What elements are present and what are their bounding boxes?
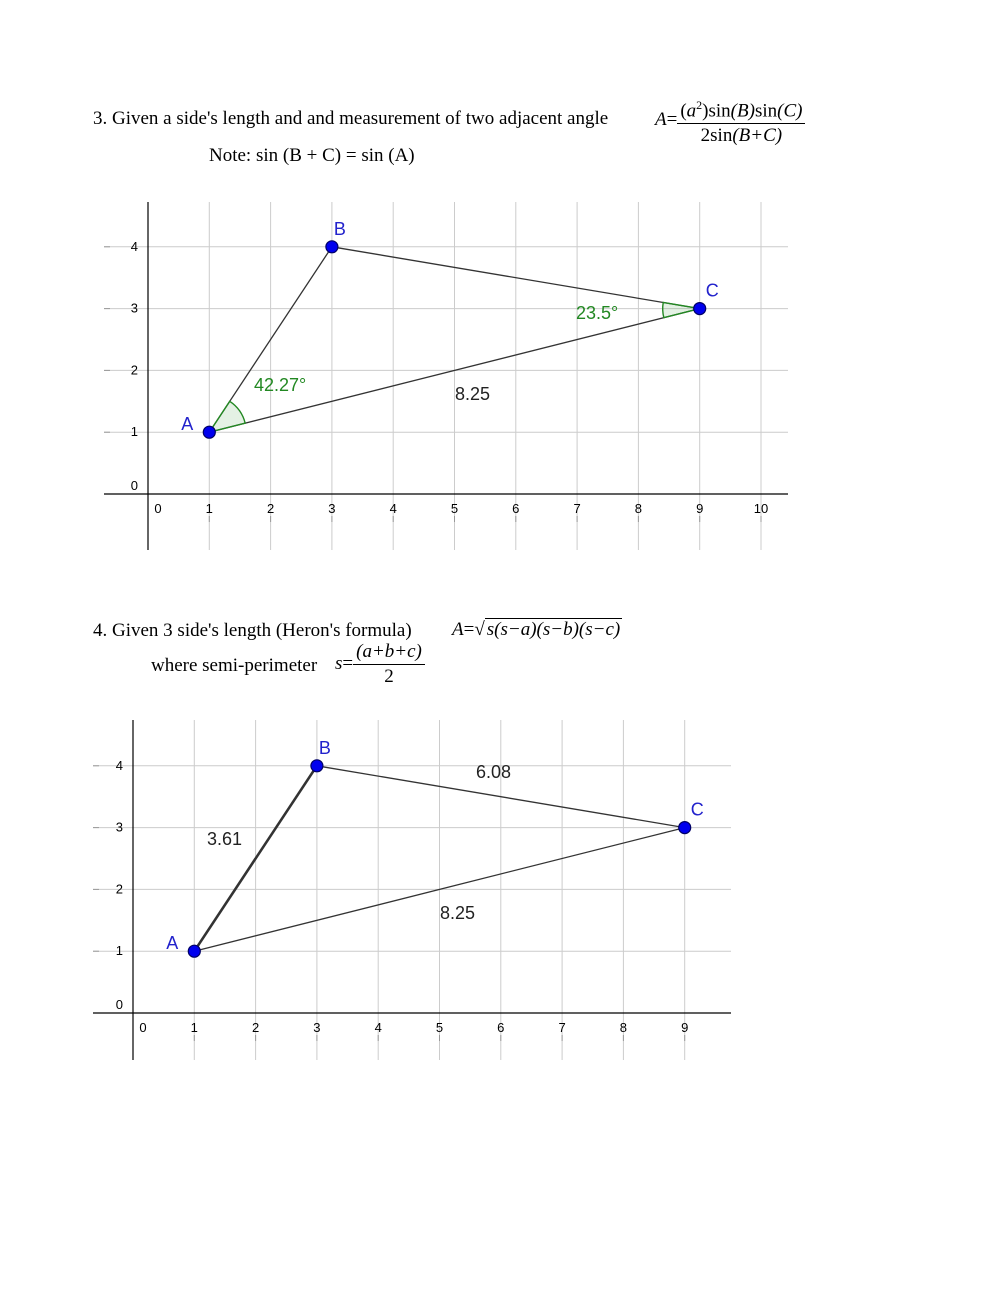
x-tick-label: 8	[634, 501, 643, 516]
point-b	[326, 241, 338, 253]
x-tick-label: 6	[512, 501, 520, 516]
x-tick-label: 1	[190, 1020, 198, 1035]
x-tick-label: 10	[753, 501, 769, 516]
y-tick-label: 2	[115, 881, 123, 897]
x-tick-label: 0	[139, 1020, 147, 1035]
x-tick-label: 0	[154, 501, 162, 516]
num-open: (	[680, 100, 687, 122]
semi-eq: =	[342, 652, 354, 674]
y-tick-label: 3	[130, 300, 138, 316]
point-label-b: B	[333, 218, 346, 239]
y-tick-label: 2	[130, 362, 138, 378]
x-tick-label: 6	[497, 1020, 505, 1035]
heron-formula	[452, 618, 622, 641]
point-b	[311, 760, 323, 772]
area-formula-angles	[655, 94, 805, 147]
num-c: (C)	[777, 100, 803, 122]
semi-perimeter-formula	[335, 641, 425, 688]
x-tick-label: 2	[251, 1020, 260, 1035]
point-label-b: B	[318, 737, 331, 758]
point-a	[188, 945, 200, 957]
point-label-c: C	[705, 280, 719, 301]
section-4-heading: 4. Given 3 side's length (Heron's formula)	[93, 620, 412, 641]
semi-denominator: 2	[384, 666, 394, 687]
formula-denominator	[698, 124, 785, 147]
formula-numerator	[677, 94, 805, 124]
sine-note: Note: sin (B + C) = sin (A)	[209, 145, 415, 166]
angle-label-a: 42.27°	[254, 375, 307, 395]
x-tick-label: 5	[435, 1020, 444, 1035]
semi-perimeter-label: where semi-perimeter	[151, 655, 318, 676]
heron-lhs: A	[452, 619, 464, 640]
y-tick-label: 0	[130, 478, 138, 493]
den-arg: (B+C)	[732, 125, 783, 147]
x-tick-label: 4	[389, 501, 397, 516]
y-tick-label: 3	[115, 819, 123, 835]
x-tick-label: 9	[681, 1020, 689, 1035]
x-tick-label: 3	[328, 501, 336, 516]
point-c	[679, 822, 691, 834]
segment-label-ab: 3.61	[207, 829, 243, 849]
point-label-c: C	[690, 799, 704, 820]
x-tick-label: 3	[313, 1020, 321, 1035]
section-3-heading: 3. Given a side's length and and measurement of two adjacent angle	[93, 108, 609, 129]
semi-lhs: s	[335, 652, 343, 674]
formula-fraction	[677, 94, 805, 147]
triangle-diagram-sides	[0, 710, 760, 1070]
heron-radicand: s(s−a)(s−b)(s−c)	[486, 619, 621, 640]
num-close: )	[702, 100, 709, 122]
heron-eq: =	[463, 619, 475, 640]
x-tick-label: 1	[205, 501, 213, 516]
triangle-diagram-angles	[0, 190, 820, 570]
num-sin1: sin	[708, 100, 731, 122]
heron-radical: √	[474, 619, 485, 640]
point-a	[203, 426, 215, 438]
x-tick-label: 7	[558, 1020, 566, 1035]
formula-eq: =	[666, 109, 678, 131]
num-sin2: sin	[754, 100, 778, 122]
point-label-a: A	[181, 414, 194, 435]
y-tick-label: 4	[130, 238, 138, 254]
x-tick-label: 7	[573, 501, 581, 516]
segment-label-ac: 8.25	[455, 384, 491, 404]
den-2: 2	[700, 125, 711, 147]
semi-numerator: (a+b+c)	[353, 641, 425, 665]
y-tick-label: 0	[115, 997, 123, 1012]
num-sup: 2	[696, 98, 703, 112]
segment-label-ac: 8.25	[440, 903, 476, 923]
x-tick-label: 2	[266, 501, 275, 516]
point-c	[694, 303, 706, 315]
x-tick-label: 9	[696, 501, 704, 516]
angle-arc-a	[209, 401, 245, 432]
point-label-a: A	[166, 933, 179, 954]
x-tick-label: 4	[374, 1020, 382, 1035]
y-tick-label: 1	[115, 943, 123, 959]
y-tick-label: 1	[130, 424, 138, 440]
x-tick-label: 5	[450, 501, 459, 516]
angle-label-c: 23.5°	[576, 303, 619, 323]
num-a: a	[686, 100, 697, 122]
segment-label-bc: 6.08	[476, 762, 512, 782]
den-sin: sin	[710, 125, 733, 147]
formula-lhs: A	[655, 109, 667, 131]
x-tick-label: 8	[619, 1020, 628, 1035]
num-b: (B)	[730, 100, 755, 122]
semi-fraction	[353, 641, 425, 688]
y-tick-label: 4	[115, 757, 123, 773]
